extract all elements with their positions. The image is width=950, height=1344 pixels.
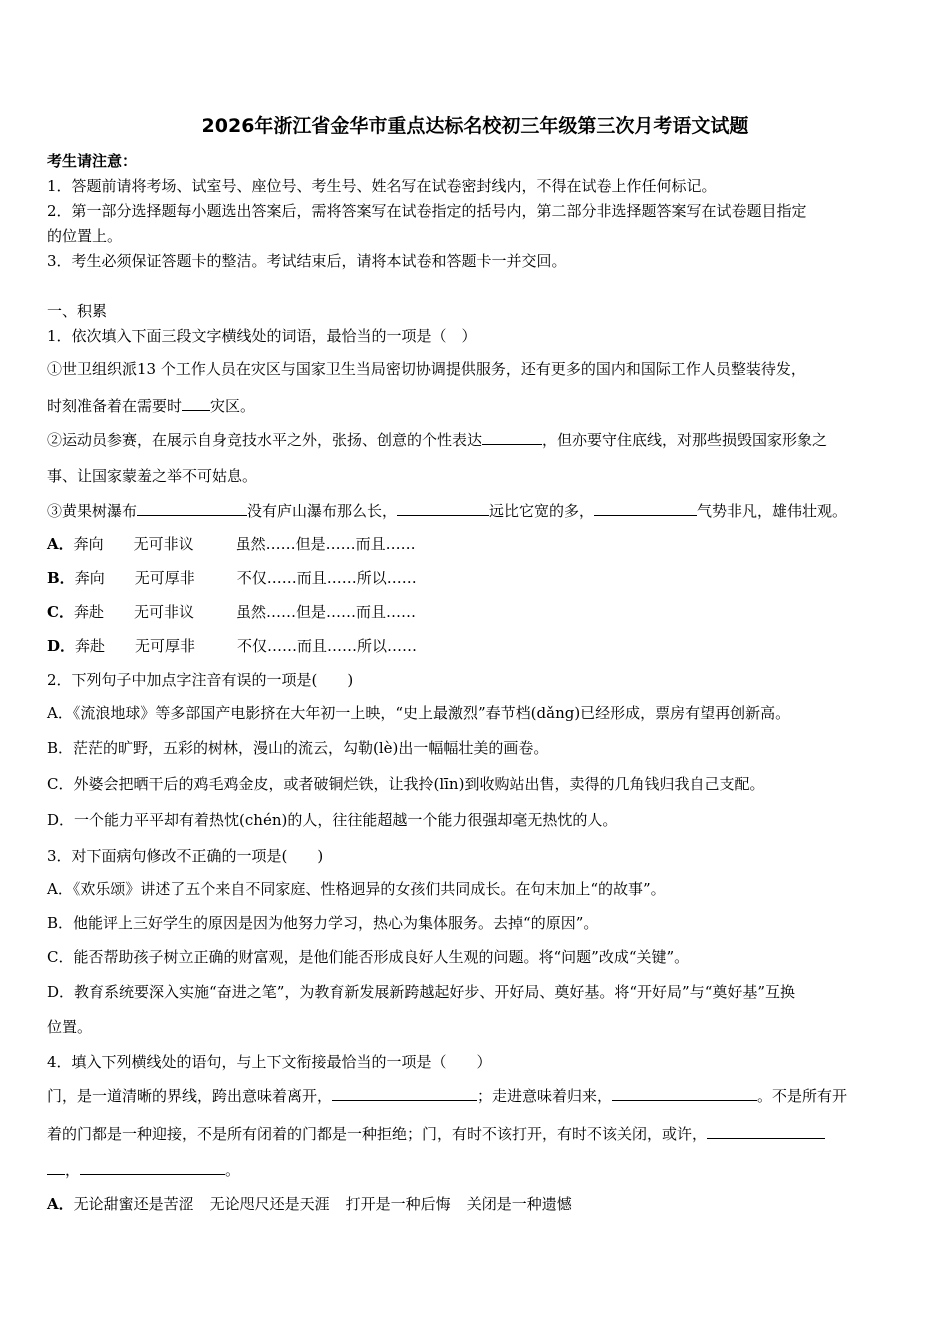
q3-option: B．他能评上三好学生的原因是因为他努力学习，热心为集体服务。去掉“的原因”。 (47, 914, 599, 932)
text: 远比它宽的多， (489, 502, 595, 520)
text: 奔赴 (73, 603, 104, 621)
text: 虽然……但是……而且…… (235, 535, 416, 553)
text: 没有庐山瀑布那么长， (247, 502, 398, 520)
text: 。不是所有开 (757, 1087, 848, 1105)
text: 灾区。 (210, 397, 256, 415)
option-letter: D． (47, 637, 76, 655)
q1-option (47, 636, 417, 656)
text: 无论甜蜜还是苦涩 (73, 1195, 194, 1213)
text: ③黄果树瀑布 (47, 502, 138, 520)
notice-item: 2．第一部分选择题每小题选出答案后，需将答案写在试卷指定的括号内，第二部分非选择题答案写在试卷题目指定 (47, 202, 807, 220)
text: 无可非议 (133, 535, 194, 553)
text: 气势非凡，雄伟壮观。 (697, 502, 848, 520)
q2-stem: 2．下列句子中加点字注音有误的一项是( ) (47, 671, 354, 689)
blank (80, 1160, 225, 1175)
q2-option: D．一个能力平平却有着热忱(chén)的人，往往能超越一个能力很强却毫无热忱的人。 (47, 811, 618, 829)
q3-option: C．能否帮助孩子树立正确的财富观，是他们能否形成良好人生观的问题。将“问题”改成“关键”。 (47, 948, 690, 966)
notice-heading: 考生请注意： (47, 152, 138, 170)
q2-option: A．《流浪地球》等多部国产电影挤在大年初一上映，“史上最激烈”春节档(dǎng)已经形成，票房有望再创新高。 (47, 704, 791, 722)
text: 无可非议 (133, 603, 194, 621)
option-letter: A． (47, 1195, 74, 1213)
notice-item: 1．答题前请将考场、试室号、座位号、考生号、姓名写在试卷密封线内，不得在试卷上作任何标记。 (47, 177, 717, 195)
q3-option: D．教育系统要深入实施“奋进之笔”，为教育新发展新跨越起好步、开好局、奠好基。将“开好局”与“奠好基”互换 (47, 983, 796, 1001)
q1-option (47, 602, 416, 622)
text: 无论咫尺还是天涯 (209, 1195, 330, 1213)
q1-para2-cont: 事、让国家蒙羞之举不可姑息。 (47, 467, 258, 485)
q1-stem: 1．依次填入下面三段文字横线处的词语，最恰当的一项是（ ） (47, 327, 477, 345)
text: 。 (225, 1161, 241, 1179)
text: 奔向 (74, 569, 105, 587)
blank (47, 1160, 65, 1175)
q4-line (47, 1086, 847, 1106)
q1-para1: ①世卫组织派13 个工作人员在灾区与国家卫生当局密切协调提供服务，还有更多的国内和国际工作人员整装待发， (47, 360, 806, 378)
text: 无可厚非 (135, 637, 196, 655)
text: 虽然……但是……而且…… (235, 603, 416, 621)
blank (482, 430, 542, 445)
notice-item: 的位置上。 (47, 227, 123, 245)
q1-para3 (47, 501, 847, 521)
option-letter: A． (47, 535, 74, 553)
page-title: 2026年浙江省金华市重点达标名校初三年级第三次月考语文试题 (201, 115, 749, 137)
blank (594, 501, 697, 516)
text: 不仅……而且……所以…… (237, 637, 418, 655)
blank (182, 396, 210, 411)
q3-stem: 3．对下面病句修改不正确的一项是( ) (47, 847, 324, 865)
q4-option (47, 1194, 572, 1214)
q1-option (47, 534, 416, 554)
text: 着的门都是一种迎接，不是所有闭着的门都是一种拒绝；门，有时不该打开，有时不该关闭，或许， (47, 1125, 708, 1143)
text: ， (65, 1161, 81, 1179)
text: 门，是一道清晰的界线，跨出意味着离开， (47, 1087, 333, 1105)
text: 奔赴 (75, 637, 106, 655)
blank (332, 1086, 477, 1101)
q1-option (47, 568, 417, 588)
text: 不仅……而且……所以…… (236, 569, 417, 587)
q2-option: B．茫茫的旷野，五彩的树林，漫山的流云，勾勒(lè)出一幅幅壮美的画卷。 (47, 739, 549, 757)
blank (137, 501, 247, 516)
q3-option-cont: 位置。 (47, 1018, 93, 1036)
text: 无可厚非 (134, 569, 195, 587)
q3-option: A．《欢乐颂》讲述了五个来自不同家庭、性格迥异的女孩们共同成长。在句末加上“的故事”。 (47, 880, 666, 898)
text: 时刻准备着在需要时 (47, 397, 183, 415)
q1-para2 (47, 430, 827, 450)
notice-item: 3．考生必须保证答题卡的整洁。考试结束后，请将本试卷和答题卡一并交回。 (47, 252, 567, 270)
blank (612, 1086, 757, 1101)
text: 打开是一种后悔 (345, 1195, 451, 1213)
q4-line (47, 1124, 825, 1144)
q2-option: C．外婆会把晒干后的鸡毛鸡金皮，或者破铜烂铁，让我拎(līn)到收购站出售，卖得的几角钱归我自己支配。 (47, 775, 765, 793)
q4-stem: 4．填入下列横线处的语句，与上下文衔接最恰当的一项是（ ） (47, 1053, 492, 1071)
blank (397, 501, 489, 516)
q4-line (47, 1160, 240, 1180)
blank (707, 1124, 825, 1139)
text: ②运动员参赛，在展示自身竞技水平之外，张扬、创意的个性表达 (47, 431, 483, 449)
option-letter: B． (47, 569, 75, 587)
text: 关闭是一种遗憾 (466, 1195, 572, 1213)
text: ；走进意味着归来， (477, 1087, 613, 1105)
text: ，但亦要守住底线，对那些损毁国家形象之 (542, 431, 828, 449)
option-letter: C． (47, 603, 74, 621)
section-heading: 一、积累 (47, 302, 108, 320)
q1-para1-cont (47, 396, 255, 416)
text: 奔向 (73, 535, 104, 553)
